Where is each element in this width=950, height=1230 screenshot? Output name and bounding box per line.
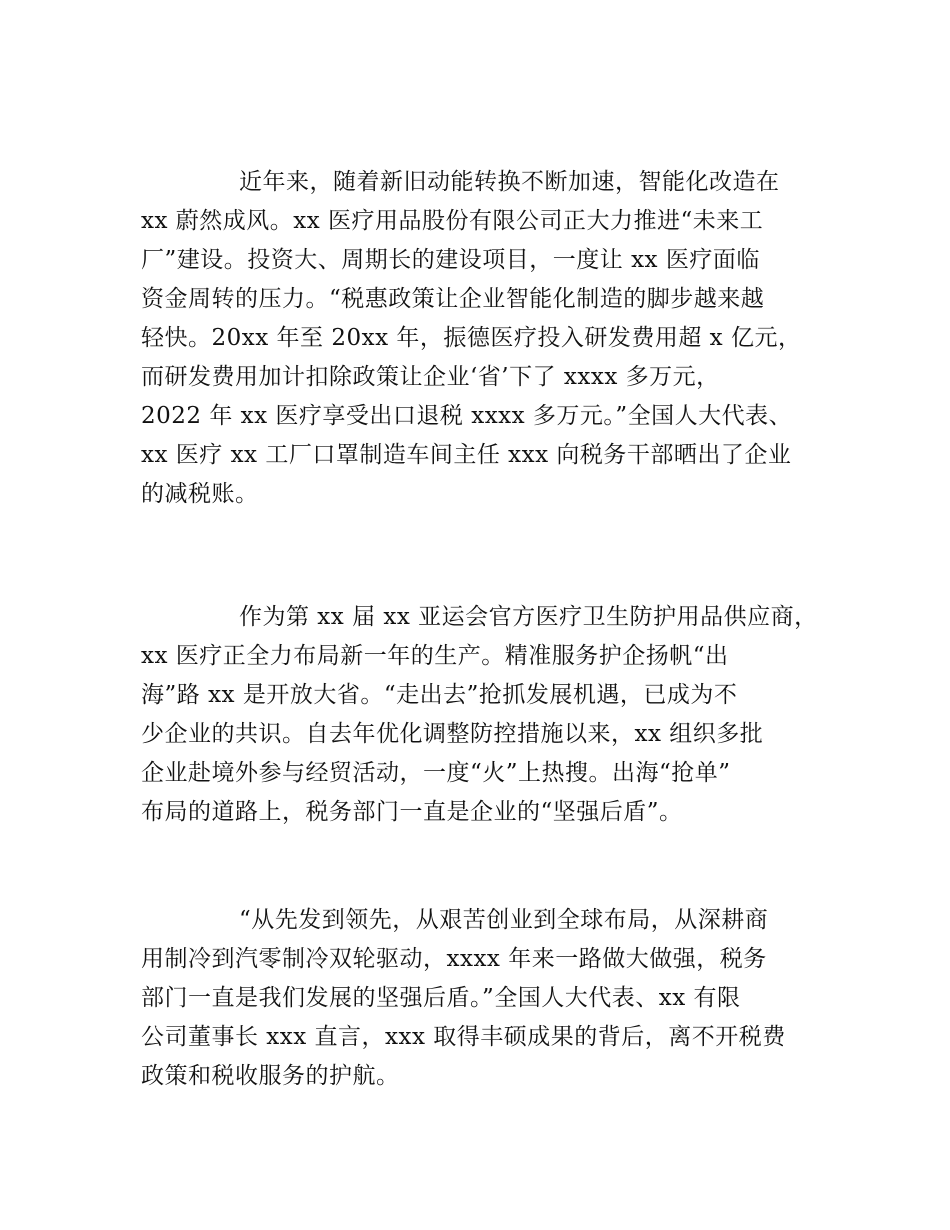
paragraph-line: 布局的道路上，税务部门一直是企业的“坚强后盾”。 — [141, 799, 683, 825]
paragraph-line: 2022 年 xx 医疗享受出口退税 xxxx 多万元。”全国人大代表、 — [141, 403, 793, 429]
paragraph-line: 企业赴境外参与经贸活动，一度“火”上热搜。出海“抢单” — [141, 760, 731, 786]
paragraph-line: xx 医疗正全力布局新一年的生产。精准服务护企扬帆“出 — [141, 643, 729, 669]
paragraph-line: 用制冷到汽零制冷双轮驱动，xxxx 年来一路做大做强，税务 — [141, 946, 767, 972]
paragraph-line: 近年来，随着新旧动能转换不断加速，智能化改造在 — [239, 169, 780, 195]
paragraph-line: “从先发到领先，从艰苦创业到全球布局，从深耕商 — [239, 907, 769, 933]
paragraph-going-global — [141, 598, 841, 832]
paragraph-line: xx 蔚然成风。xx 医疗用品股份有限公司正大力推进“未来工 — [141, 208, 764, 234]
paragraph-line: 少企业的共识。自去年优化调整防控措施以来，xx 组织多批 — [141, 721, 764, 747]
paragraph-line: 厂”建设。投资大、周期长的建设项目，一度让 xx 医疗面临 — [141, 247, 760, 273]
paragraph-line: 海”路 xx 是开放大省。“走出去”抢抓发展机遇，已成为不 — [141, 682, 738, 708]
paragraph-smart-manufacturing — [141, 163, 841, 514]
paragraph-line: 的减税账。 — [141, 481, 259, 507]
paragraph-line: 资金周转的压力。“税惠政策让企业智能化制造的脚步越来越 — [141, 286, 765, 312]
paragraph-line: 轻快。20xx 年至 20xx 年，振德医疗投入研发费用超 x 亿元， — [141, 325, 802, 351]
paragraph-line: xx 医疗 xx 工厂口罩制造车间主任 xxx 向税务干部晒出了企业 — [141, 442, 792, 468]
paragraph-line: 公司董事长 xxx 直言，xxx 取得丰硕成果的背后，离不开税费 — [141, 1024, 786, 1050]
paragraph-chairman-quote — [141, 901, 841, 1096]
paragraph-line: 作为第 xx 届 xx 亚运会官方医疗卫生防护用品供应商， — [239, 604, 818, 630]
paragraph-line: 部门一直是我们发展的坚强后盾。”全国人大代表、xx 有限 — [141, 985, 741, 1011]
paragraph-line: 政策和税收服务的护航。 — [141, 1063, 400, 1089]
paragraph-line: 而研发费用加计扣除政策让企业‘省’下了 xxxx 多万元， — [141, 364, 720, 390]
